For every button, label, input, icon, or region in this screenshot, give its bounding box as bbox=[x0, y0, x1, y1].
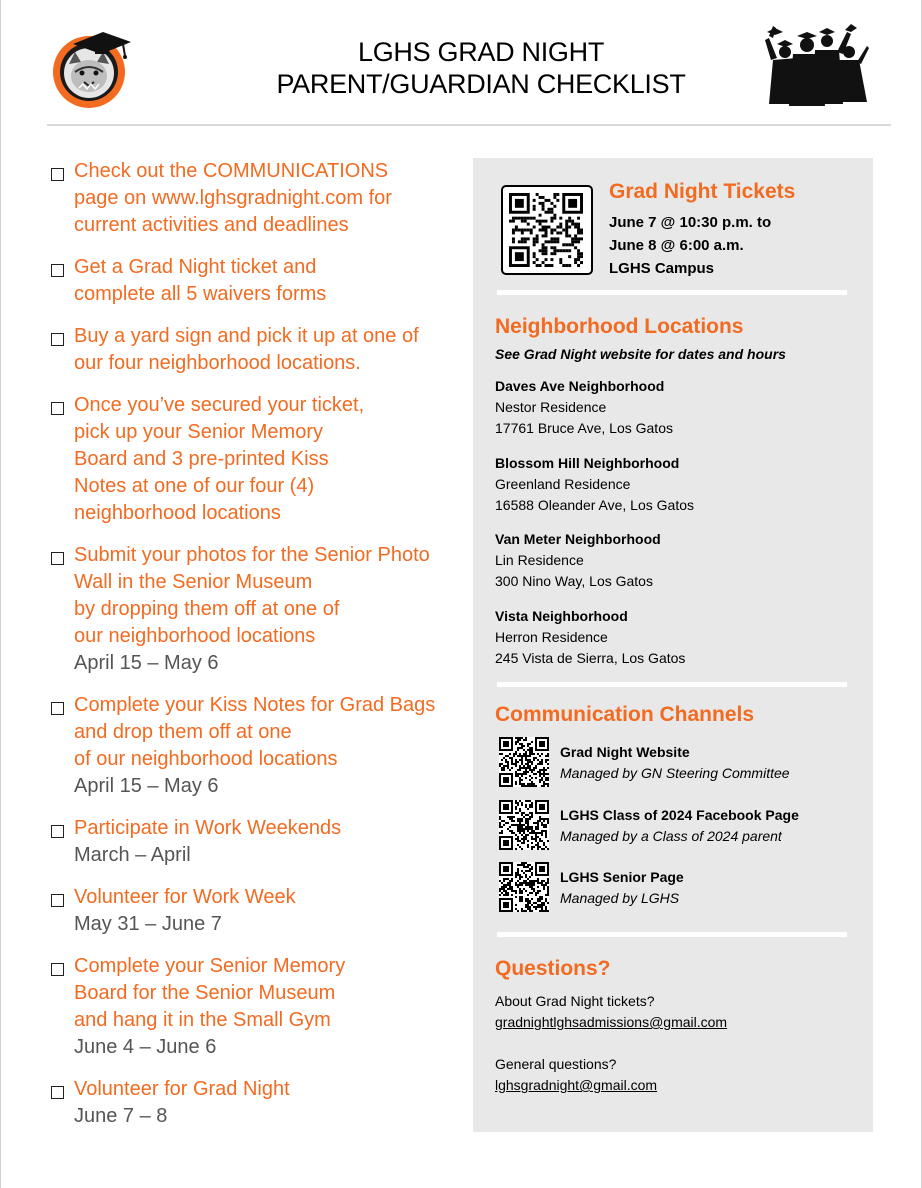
checkbox[interactable] bbox=[51, 168, 64, 181]
checklist-item-date: April 15 – May 6 bbox=[74, 652, 219, 674]
location-name: Vista Neighborhood bbox=[495, 608, 628, 624]
checklist-item-text: Complete your Kiss Notes for Grad Bags and drop them off at one of our neighborhood locations bbox=[74, 694, 436, 770]
checkbox[interactable] bbox=[51, 264, 64, 277]
checkbox[interactable] bbox=[51, 333, 64, 346]
checklist-item-date: May 31 – June 7 bbox=[74, 913, 222, 935]
location-name: Van Meter Neighborhood bbox=[495, 531, 661, 547]
checklist-item-text: Participate in Work Weekends bbox=[74, 817, 342, 839]
page-title bbox=[221, 36, 741, 100]
tickets-line-1: June 7 @ 10:30 p.m. to bbox=[609, 214, 772, 231]
neighborhood-location bbox=[495, 529, 661, 592]
sidebar-divider bbox=[497, 290, 847, 295]
qr-code-icon bbox=[499, 800, 549, 850]
checklist-item-text: Volunteer for Grad Night bbox=[74, 1078, 290, 1100]
checklist-item-date: April 15 – May 6 bbox=[74, 775, 219, 797]
location-address: 300 Nino Way, Los Gatos bbox=[495, 573, 653, 589]
info-sidebar bbox=[473, 158, 873, 1132]
checklist-item-date: March – April bbox=[74, 844, 191, 866]
header-divider bbox=[47, 124, 891, 126]
checkbox[interactable] bbox=[51, 894, 64, 907]
sidebar-divider bbox=[497, 932, 847, 937]
general-question-label: General questions? bbox=[495, 1056, 617, 1072]
checklist-item-text: Volunteer for Work Week bbox=[74, 886, 296, 908]
qr-code-icon bbox=[499, 737, 549, 787]
neighborhood-location bbox=[495, 606, 685, 669]
qr-code-icon bbox=[499, 862, 549, 912]
location-address: 245 Vista de Sierra, Los Gatos bbox=[495, 650, 686, 666]
location-address: 16588 Oleander Ave, Los Gatos bbox=[495, 497, 694, 513]
checkbox[interactable] bbox=[51, 402, 64, 415]
checklist-item bbox=[49, 1076, 459, 1130]
sidebar-divider bbox=[497, 682, 847, 687]
checkbox[interactable] bbox=[51, 552, 64, 565]
checklist-item bbox=[49, 392, 459, 527]
neighborhoods-subtitle: See Grad Night website for dates and hours bbox=[495, 346, 786, 362]
checklist-item-date: June 7 – 8 bbox=[74, 1105, 168, 1127]
channel-title: LGHS Class of 2024 Facebook Page bbox=[560, 807, 799, 823]
checklist-item bbox=[49, 815, 459, 869]
location-residence: Herron Residence bbox=[495, 629, 608, 645]
channel-subtitle: Managed by GN Steering Committee bbox=[560, 765, 790, 781]
page-title-line-2: PARENT/GUARDIAN CHECKLIST bbox=[276, 69, 686, 99]
checklist-item bbox=[49, 884, 459, 938]
channel-title: Grad Night Website bbox=[560, 744, 690, 760]
checklist-item-text: Check out the COMMUNICATIONS page on www.lghsgradnight.com for current activities and deadlines bbox=[74, 160, 392, 236]
checkbox[interactable] bbox=[51, 702, 64, 715]
location-name: Blossom Hill Neighborhood bbox=[495, 455, 680, 471]
general-email-link[interactable]: lghsgradnight@gmail.com bbox=[495, 1077, 658, 1093]
checklist-item-text: Buy a yard sign and pick it up at one of our four neighborhood locations. bbox=[74, 325, 419, 374]
tickets-email-link[interactable]: gradnightlghsadmissions@gmail.com bbox=[495, 1014, 728, 1030]
communication-channel bbox=[499, 737, 839, 789]
wildcat-mascot-icon bbox=[51, 26, 133, 110]
checklist-item bbox=[49, 953, 459, 1061]
parent-checklist bbox=[49, 158, 459, 1130]
location-residence: Lin Residence bbox=[495, 552, 584, 568]
communication-channel bbox=[499, 862, 839, 914]
checklist-item bbox=[49, 542, 459, 677]
channel-subtitle: Managed by a Class of 2024 parent bbox=[560, 828, 782, 844]
checklist-item-text: Submit your photos for the Senior Photo Wall in the Senior Museum by dropping them off at one of our neighborhood locations bbox=[74, 544, 430, 647]
neighborhood-location bbox=[495, 376, 673, 439]
tickets-heading: Grad Night Tickets bbox=[609, 180, 796, 203]
questions-heading: Questions? bbox=[495, 957, 611, 980]
tickets-line-3: LGHS Campus bbox=[609, 260, 715, 277]
checkbox[interactable] bbox=[51, 1086, 64, 1099]
communication-channel bbox=[499, 800, 839, 852]
channels-heading: Communication Channels bbox=[495, 703, 755, 726]
channel-title: LGHS Senior Page bbox=[560, 869, 684, 885]
tickets-qr-code-icon bbox=[501, 185, 593, 275]
checklist-item-text: Get a Grad Night ticket and complete all 5 waivers forms bbox=[74, 256, 327, 305]
checkbox[interactable] bbox=[51, 963, 64, 976]
page-title-line-1: LGHS GRAD NIGHT bbox=[357, 37, 605, 67]
checklist-item-text: Once you’ve secured your ticket, pick up your Senior Memory Board and 3 pre-printed Kiss Notes at one of our four (4) neighborhood locations bbox=[74, 394, 365, 524]
checklist-item-text: Complete your Senior Memory Board for the Senior Museum and hang it in the Small Gym bbox=[74, 955, 346, 1031]
tickets-question-label: About Grad Night tickets? bbox=[495, 993, 655, 1009]
checklist-item bbox=[49, 254, 459, 308]
location-address: 17761 Bruce Ave, Los Gatos bbox=[495, 420, 673, 436]
channel-subtitle: Managed by LGHS bbox=[560, 890, 680, 906]
checklist-item bbox=[49, 158, 459, 239]
checklist-item bbox=[49, 323, 459, 377]
checkbox[interactable] bbox=[51, 825, 64, 838]
tickets-line-2: June 8 @ 6:00 a.m. bbox=[609, 237, 744, 254]
checklist-item bbox=[49, 692, 459, 800]
tickets-details bbox=[609, 211, 771, 280]
location-residence: Greenland Residence bbox=[495, 476, 631, 492]
neighborhoods-heading: Neighborhood Locations bbox=[495, 315, 744, 338]
graduates-silhouette-icon bbox=[763, 22, 869, 108]
location-name: Daves Ave Neighborhood bbox=[495, 378, 665, 394]
location-residence: Nestor Residence bbox=[495, 399, 607, 415]
checklist-item-date: June 4 – June 6 bbox=[74, 1036, 217, 1058]
neighborhood-location bbox=[495, 453, 694, 516]
